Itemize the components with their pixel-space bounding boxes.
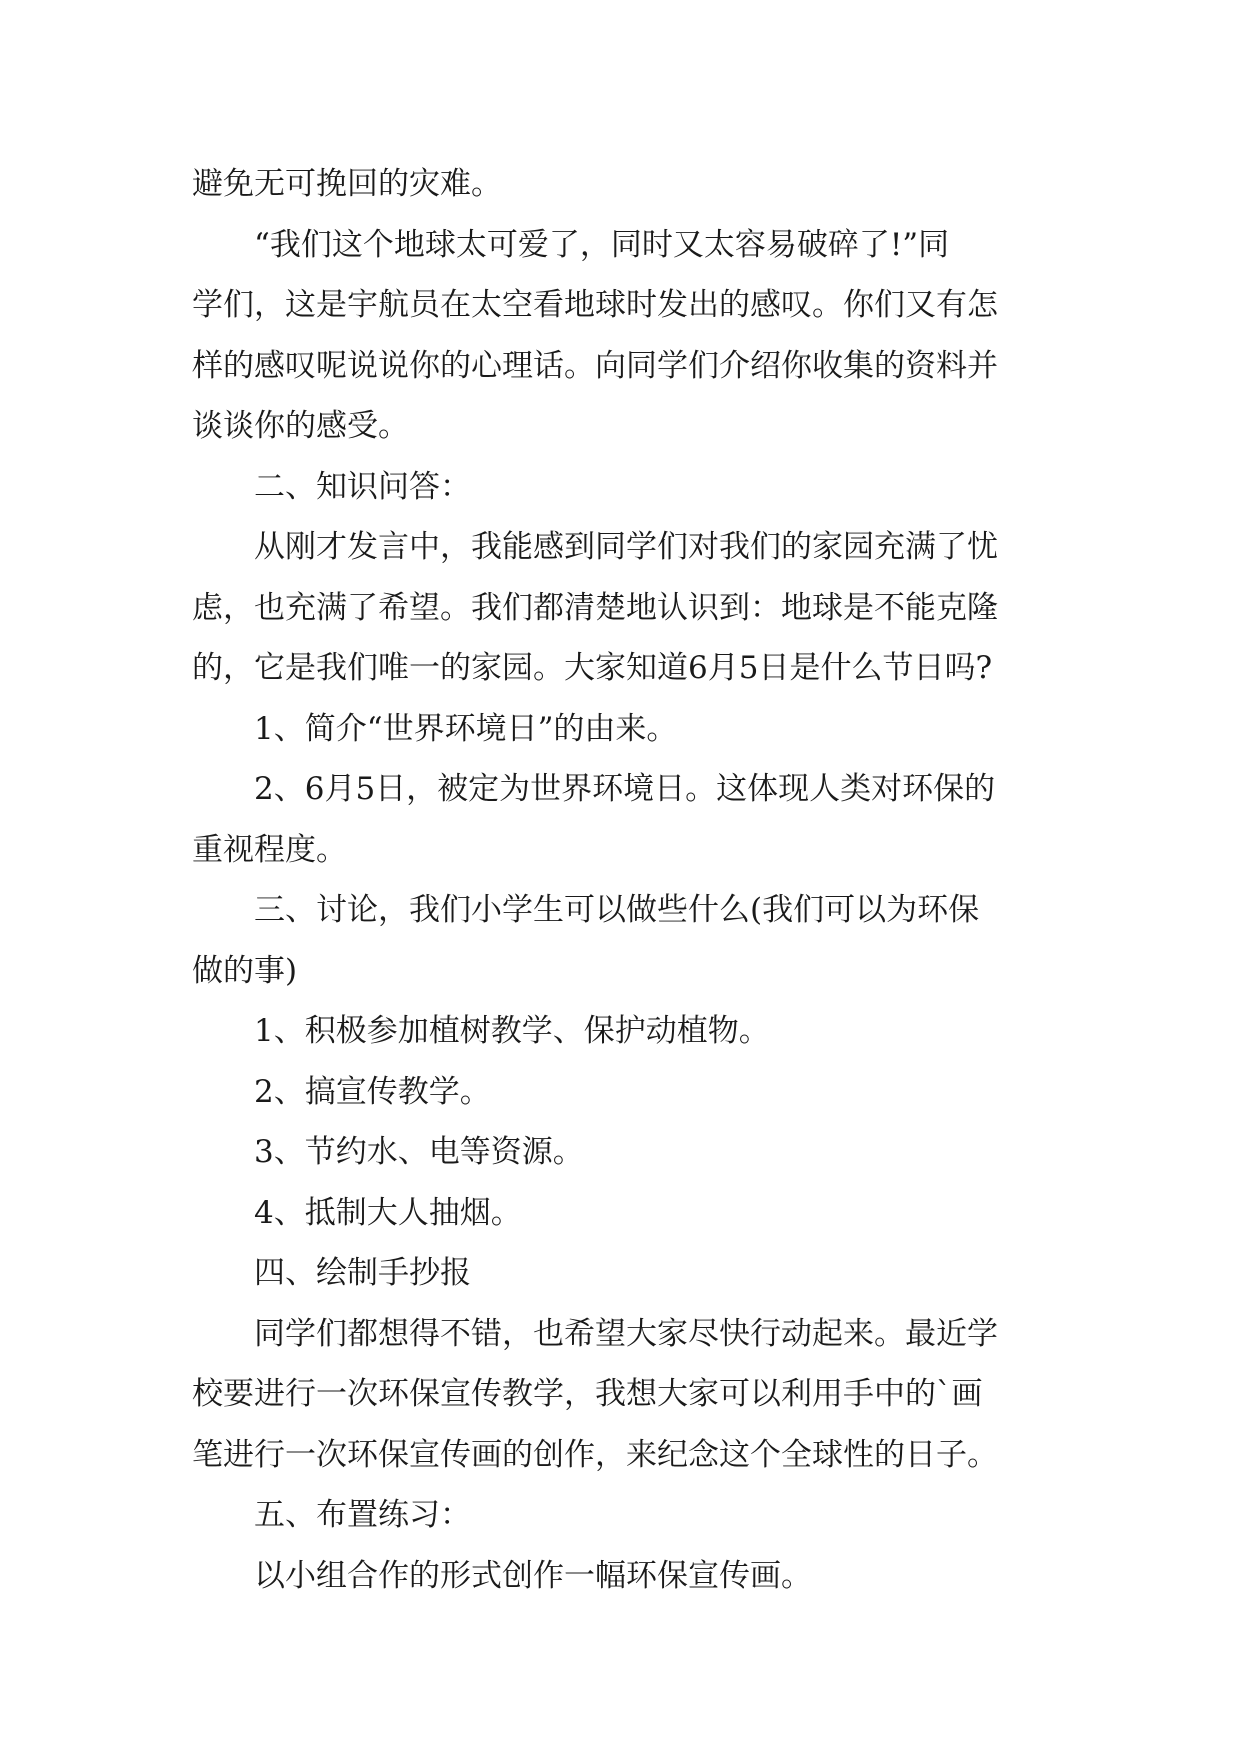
text-line: 五、布置练习：: [254, 1497, 471, 1533]
text-line: 的，它是我们唯一的家园。大家知道6月5日是什么节日吗?: [192, 650, 993, 686]
text-line: 学们，这是宇航员在太空看地球时发出的感叹。你们又有怎: [192, 287, 998, 323]
text-line: 2、搞宣传教学。: [254, 1073, 491, 1110]
text-line: 4、抵制大人抽烟。: [254, 1194, 522, 1231]
text-line: 三、讨论，我们小学生可以做些什么(我们可以为环保: [254, 892, 980, 928]
text-line: 以小组合作的形式创作一幅环保宣传画。: [254, 1557, 812, 1594]
text-line: 1、积极参加植树教学、保护动植物。: [254, 1013, 770, 1049]
document-body: [192, 154, 1072, 1606]
text-line: 二、知识问答：: [254, 468, 471, 505]
text-line: 四、绘制手抄报: [254, 1255, 471, 1291]
text-line: 避免无可挽回的灾难。: [192, 166, 502, 202]
text-line: 1、简介“世界环境日”的由来。: [254, 710, 678, 747]
text-line: 重视程度。: [192, 831, 347, 868]
text-line: 2、6月5日，被定为世界环境日。这体现人类对环保的: [254, 771, 996, 807]
text-line: 做的事): [192, 952, 298, 989]
text-line: 从刚才发言中，我能感到同学们对我们的家园充满了忧: [254, 529, 998, 565]
text-line: “我们这个地球太可爱了，同时又太容易破碎了!”同: [254, 226, 950, 263]
text-line: 同学们都想得不错，也希望大家尽快行动起来。最近学: [254, 1315, 998, 1352]
text-line: 谈谈你的感受。: [192, 408, 409, 444]
text-line: 虑，也充满了希望。我们都清楚地认识到：地球是不能克隆: [192, 589, 998, 626]
text-line: 样的感叹呢说说你的心理话。向同学们介绍你收集的资料并: [192, 347, 998, 384]
text-line: 校要进行一次环保宣传教学，我想大家可以利用手中的`画: [192, 1376, 983, 1412]
text-line: 3、节约水、电等资源。: [254, 1134, 584, 1170]
text-line: 笔进行一次环保宣传画的创作，来纪念这个全球性的日子。: [192, 1436, 998, 1473]
